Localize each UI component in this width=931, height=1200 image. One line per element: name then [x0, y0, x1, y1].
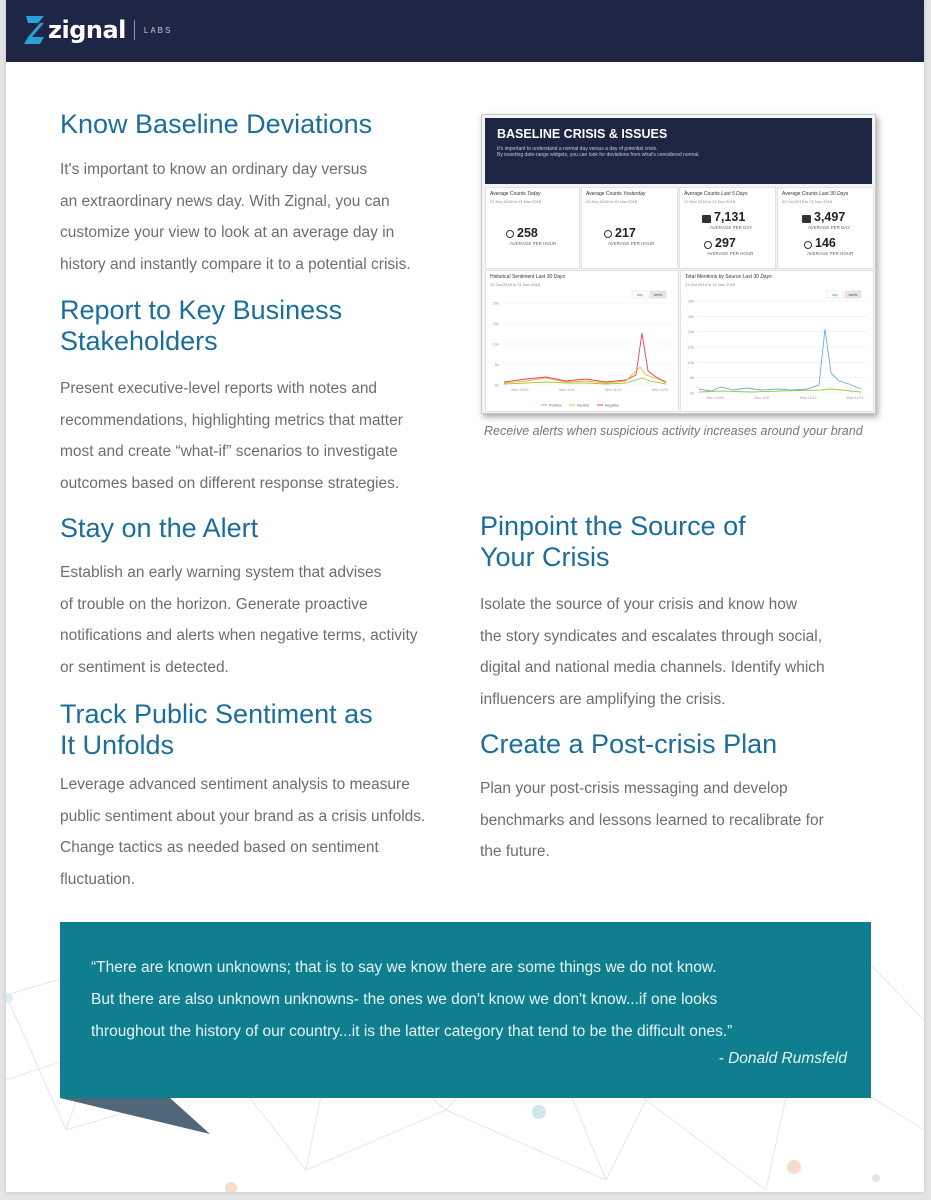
network-node	[6, 993, 13, 1003]
clock-icon	[506, 230, 514, 238]
y-tick-label: 5k	[494, 362, 499, 367]
x-tick-label: Mon 11/12	[799, 396, 817, 400]
text-postcrisis: Plan your post-crisis messaging and develop benchmarks and lessons learned to recalibrate for the future.	[480, 780, 824, 860]
text-alert: Establish an early warning system that advises of trouble on the horizon. Generate proactive notifications and alerts when negative terms, activity or sentiment is detected.	[60, 564, 418, 676]
x-tick-label: Mon 10/29	[511, 388, 529, 392]
stat-label: AVERAGE PER DAY	[710, 225, 753, 230]
text-baseline: It's important to know an ordinary day versus an extraordinary news day. With Zignal, you can customize your view to look at an average day in history and instantly compare it to a potential crisis.	[60, 161, 411, 273]
zignal-mark-icon	[24, 14, 46, 46]
dashboard-subtitle: It's important to understand a normal day versus a day of potential crisis. By inserting date-range widgets, you can look for deviations from what's considered normal.	[497, 146, 700, 158]
calendar-icon	[702, 215, 711, 223]
header-bar	[6, 0, 924, 62]
page	[6, 0, 924, 1192]
y-tick-label: 15k	[492, 321, 499, 326]
heading-source: Pinpoint the Source of Your Crisis	[480, 511, 746, 572]
dashboard-title: BASELINE CRISIS & ISSUES	[497, 127, 668, 141]
clock-icon	[804, 241, 812, 249]
heading-report: Report to Key Business Stakeholders	[60, 295, 343, 356]
network-node	[872, 1174, 880, 1182]
stat-label: AVERAGE PER HOUR	[510, 241, 557, 246]
stat-card-last-5-days: Average Counts Last 5 Days 17 Nov 2018 to 21 Nov 2018 7,131 AVERAGE PER DAY 297 AVERAGE PER HOUR	[679, 187, 776, 269]
stat-value-secondary: 146	[815, 236, 836, 250]
stat-value: 3,497	[814, 210, 846, 224]
y-tick-label: 5k	[689, 375, 694, 381]
y-tick-label: 30k	[687, 298, 694, 304]
quote-text: “There are known unknowns; that is to say we know there are some things we do not know. But there are also unknown unknowns- the ones we don't know we don't know...if one looks throughout the history of our country...it is the latter category that tend to be the difficult ones.”	[91, 959, 733, 1040]
stat-value: 217	[615, 226, 636, 240]
x-tick-label: Mon 11/12	[604, 388, 622, 392]
sentiment-chart-card: Historical Sentiment Last 30 Days 23 Oct 2018 to 21 Nov 2018 20k 15k 10k 5k 0k Mon 10/29 Mon 11/5 Mon 11/12 Mon 11/19 day week Positive Neutral Negative	[485, 270, 679, 412]
dashboard-header	[485, 118, 872, 184]
network-node	[787, 1160, 801, 1174]
quote-tail	[60, 1098, 220, 1138]
source-chart-card: Total Mentions by Source Last 30 Days 23 Oct 2018 to 21 Nov 2018 30k 25k 20k 15k 10k 5k 0k Mon 10/29 Mon 11/5 Mon 11/12 Mon 11/19 day week	[680, 270, 874, 412]
range-button-label: day	[636, 293, 644, 297]
text-sentiment: Leverage advanced sentiment analysis to measure public sentiment about your brand as a crisis unfolds. Change tactics as needed based on sentiment fluctuation.	[60, 776, 426, 888]
clock-icon	[704, 241, 712, 249]
stat-value-secondary: 297	[715, 236, 736, 250]
stat-label: AVERAGE PER DAY	[808, 225, 851, 230]
y-tick-label: 10k	[687, 359, 694, 365]
legend-label: Positive	[549, 403, 562, 408]
stat-label-secondary: AVERAGE PER HOUR	[707, 251, 754, 256]
stat-label-secondary: AVERAGE PER HOUR	[807, 251, 854, 256]
x-tick-label: Mon 11/19	[651, 388, 669, 392]
network-node	[532, 1105, 546, 1119]
y-tick-label: 25k	[687, 313, 694, 319]
x-tick-label: Mon 11/19	[846, 396, 864, 400]
quote-box	[60, 922, 871, 1098]
range-button-label: week	[848, 293, 858, 297]
y-tick-label: 0k	[494, 382, 499, 388]
y-tick-label: 15k	[687, 344, 694, 350]
zignal-logo[interactable]	[24, 14, 172, 46]
calendar-icon	[802, 215, 811, 223]
stat-card-yesterday: Average Counts Yesterday 20 Nov 2018 to 20 Nov 2018 217 AVERAGE PER HOUR	[581, 187, 678, 269]
text-report: Present executive-level reports with notes and recommendations, highlighting metrics that matter most and create “what-if” scenarios to investigate outcomes based on different response strategies.	[60, 380, 403, 492]
heading-postcrisis: Create a Post-crisis Plan	[480, 729, 778, 759]
network-node	[225, 1182, 237, 1192]
sentiment-chart	[486, 289, 678, 411]
y-tick-label: 0k	[689, 390, 694, 396]
logo-divider	[134, 20, 135, 40]
stat-card-today: Average Counts Today 21 Nov 2018 to 21 Nov 2018 258 AVERAGE PER HOUR	[485, 187, 580, 269]
stat-value: 7,131	[714, 210, 746, 224]
stat-value: 258	[517, 226, 538, 240]
x-tick-label: Mon 11/5	[559, 388, 575, 392]
range-button-label: week	[653, 293, 663, 297]
heading-sentiment: Track Public Sentiment as It Unfolds	[60, 699, 373, 760]
heading-alert: Stay on the Alert	[60, 513, 259, 543]
x-tick-label: Mon 10/29	[706, 396, 724, 400]
source-chart	[681, 289, 873, 411]
y-tick-label: 10k	[492, 341, 499, 347]
stat-card-last-30-days: Average Counts Last 30 Days 23 Oct 2018 to 21 Nov 2018 3,497 AVERAGE PER DAY 146 AVERAGE PER HOUR	[777, 187, 874, 269]
range-button-label: day	[831, 293, 839, 297]
x-tick-label: Mon 11/5	[754, 396, 770, 400]
quote-author: - Donald Rumsfeld	[718, 1050, 847, 1067]
stat-label: AVERAGE PER HOUR	[608, 241, 655, 246]
heading-baseline: Know Baseline Deviations	[60, 109, 373, 139]
negative-series-line	[504, 333, 666, 382]
dashboard-screenshot	[481, 114, 876, 414]
brand-suffix: LABS	[143, 25, 173, 35]
brand-name: zignal	[48, 16, 126, 44]
text-source: Isolate the source of your crisis and know how the story syndicates and escalates through social, digital and national media channels. Identify which influencers are amplifying the crisis.	[480, 596, 825, 708]
legend-label: Negative	[605, 403, 620, 408]
legend-label: Neutral	[577, 403, 589, 408]
screenshot-caption: Receive alerts when suspicious activity increases around your brand	[484, 424, 863, 438]
y-tick-label: 20k	[687, 329, 694, 335]
y-tick-label: 20k	[492, 300, 499, 306]
neutral-series-line	[504, 367, 666, 383]
source-series-line	[699, 329, 861, 391]
clock-icon	[604, 230, 612, 238]
